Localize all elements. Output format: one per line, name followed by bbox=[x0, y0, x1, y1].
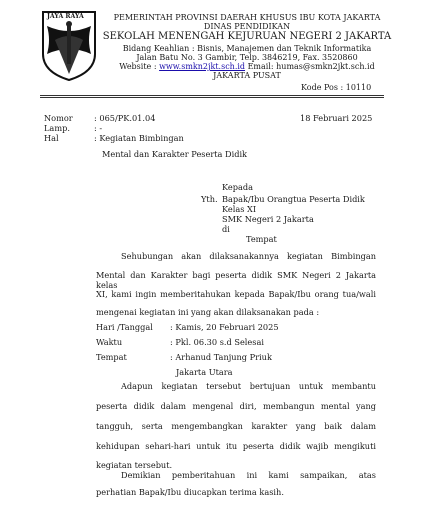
email-text: Email: humas@smkn2jkt.sch.id bbox=[245, 62, 375, 71]
recipient-line4: di bbox=[222, 224, 230, 234]
website-label: Website : bbox=[119, 62, 160, 71]
tempat-value-continued: Jakarta Utara bbox=[176, 367, 233, 377]
letter-date: 18 Februari 2025 bbox=[300, 113, 373, 123]
body-line2: peserta didik dalam mengenal diri, membangun mental yang bbox=[96, 401, 376, 411]
waktu-value: : Pkl. 06.30 s.d Selesai bbox=[170, 337, 264, 347]
intro-line4: mengenai kegiatan ini yang akan dilaksanakan pada : bbox=[96, 307, 320, 317]
kode-pos: Kode Pos : 10110 bbox=[301, 83, 372, 92]
header-divider-thin bbox=[40, 97, 384, 98]
tempat-value: : Arhanud Tanjung Priuk bbox=[170, 352, 272, 362]
body-line3: tangguh, serta mengembangkan karakter yang baik dalam bbox=[96, 421, 376, 431]
recipient-line3: SMK Negeri 2 Jakarta bbox=[222, 214, 314, 224]
yth: Yth. bbox=[201, 194, 218, 204]
kop-line-government: PEMERINTAH PROVINSI DAERAH KHUSUS IBU KOTA JAKARTA bbox=[113, 13, 381, 22]
hari-label: Hari /Tanggal bbox=[96, 322, 153, 332]
recipient-line5: Tempat bbox=[246, 234, 277, 244]
school-logo bbox=[41, 10, 97, 82]
website-link[interactable]: www.smkn2jkt.sch.id bbox=[159, 62, 246, 71]
lamp-value: : - bbox=[94, 123, 103, 133]
recipient-kepada: Kepada bbox=[222, 182, 253, 192]
hal-value-continued: Mental dan Karakter Peserta Didik bbox=[102, 149, 248, 159]
recipient-line2: Kelas XI bbox=[222, 204, 257, 214]
kop-line-school: SEKOLAH MENENGAH KEJURUAN NEGERI 2 JAKARTA bbox=[102, 31, 392, 42]
nomor-value: : 065/PK.01.04 bbox=[94, 113, 156, 123]
closing-line1: Demikian pemberitahuan ini kami sampaikan, atas bbox=[121, 470, 376, 480]
kop-line-address: Jalan Batu No. 3 Gambir, Telp. 3846219, Fax. 3520860 bbox=[136, 53, 358, 62]
lamp-label: Lamp. bbox=[44, 123, 70, 133]
hal-value: : Kegiatan Bimbingan bbox=[94, 133, 184, 143]
tempat-label: Tempat bbox=[96, 352, 127, 362]
intro-line3: XI, kami ingin memberitahukan kepada Bapak/Ibu orang tua/wali bbox=[96, 289, 376, 299]
kop-line-city: JAKARTA PUSAT bbox=[213, 71, 281, 80]
body-line5: kegiatan tersebut. bbox=[96, 460, 173, 470]
kop-line-website bbox=[102, 62, 392, 71]
kop-line-dinas: DINAS PENDIDIKAN bbox=[203, 22, 291, 31]
hal-label: Hal bbox=[44, 133, 59, 143]
recipient-line1: Bapak/Ibu Orangtua Peserta Didik bbox=[222, 194, 365, 204]
logo-text: JAYA RAYA bbox=[47, 13, 84, 20]
body-line4: kehidupan sehari-hari untuk itu peserta didik wajib mengikuti bbox=[96, 441, 376, 451]
intro-line2: Mental dan Karakter bagi peserta didik SMK Negeri 2 Jakarta kelas bbox=[96, 270, 376, 290]
closing-line2: perhatian Bapak/Ibu diucapkan terima kasih. bbox=[96, 487, 284, 497]
header-divider bbox=[40, 95, 384, 96]
intro-line1: Sehubungan akan dilaksanakannya kegiatan Bimbingan bbox=[121, 251, 376, 261]
kop-line-expertise: Bidang Keahlian : Bisnis, Manajemen dan Teknik Informatika bbox=[122, 44, 372, 53]
hari-value: : Kamis, 20 Februari 2025 bbox=[170, 322, 279, 332]
body-line1: Adapun kegiatan tersebut bertujuan untuk membantu bbox=[121, 381, 376, 391]
waktu-label: Waktu bbox=[96, 337, 123, 347]
nomor-label: Nomor bbox=[44, 113, 73, 123]
